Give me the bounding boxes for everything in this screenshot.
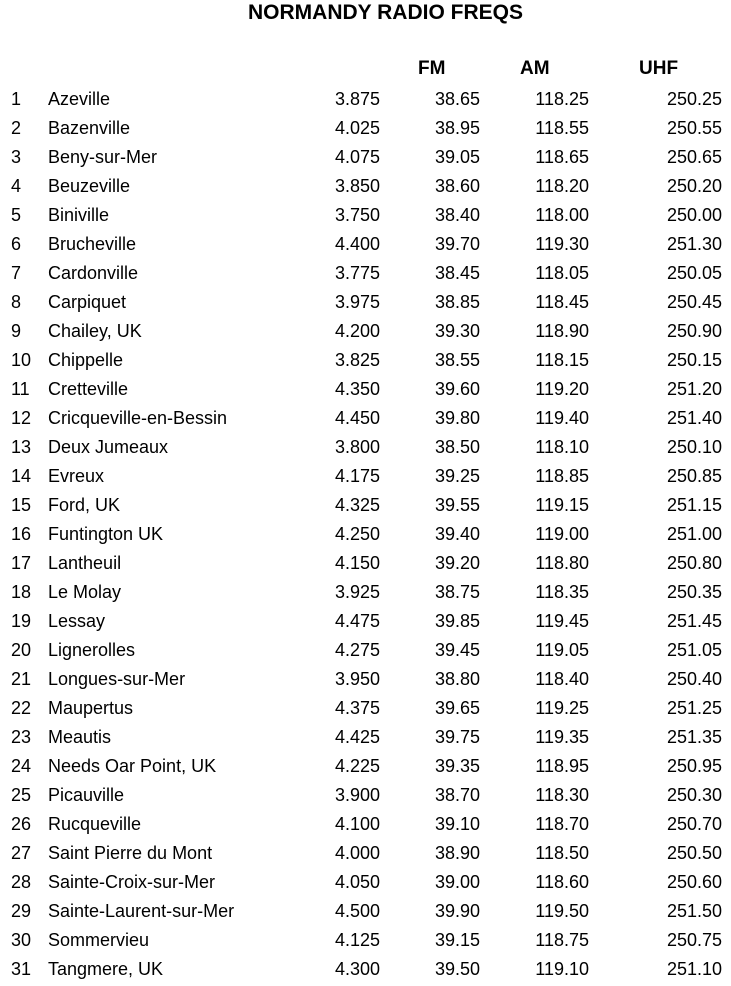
location-name: Sainte-Laurent-sur-Mer xyxy=(48,901,235,921)
table-row xyxy=(0,521,731,550)
location-name: Chailey, UK xyxy=(48,321,142,341)
freq-fm: 39.00 xyxy=(434,872,480,892)
freq-am: 119.25 xyxy=(535,698,589,718)
freq-uhf: 250.65 xyxy=(666,147,722,167)
location-name: Picauville xyxy=(48,785,125,805)
location-name: Biniville xyxy=(48,205,110,225)
freq-fm: 39.15 xyxy=(434,930,480,950)
freq-fm: 38.90 xyxy=(434,843,480,863)
location-name: Meautis xyxy=(48,727,112,747)
freq-uhf: 250.95 xyxy=(666,756,722,776)
location-name: Cretteville xyxy=(48,379,129,399)
table-row xyxy=(0,86,731,115)
location-name: Azeville xyxy=(48,89,111,109)
table-row xyxy=(0,898,731,927)
freq-1: 4.450 xyxy=(334,408,380,428)
row-number: 26 xyxy=(11,814,32,834)
location-name: Beuzeville xyxy=(48,176,131,196)
row-number: 20 xyxy=(11,640,32,660)
table-row xyxy=(0,927,731,956)
row-number: 2 xyxy=(11,118,22,138)
freq-1: 4.425 xyxy=(334,727,380,747)
freq-uhf: 251.00 xyxy=(666,524,722,544)
freq-uhf: 251.45 xyxy=(666,611,722,631)
row-number: 29 xyxy=(11,901,32,921)
freq-1: 4.250 xyxy=(334,524,380,544)
row-number: 12 xyxy=(11,408,32,428)
freq-1: 4.200 xyxy=(334,321,380,341)
row-number: 30 xyxy=(11,930,32,950)
freq-fm: 39.70 xyxy=(434,234,480,254)
table-row xyxy=(0,318,731,347)
freq-uhf: 250.85 xyxy=(666,466,722,486)
location-name: Bazenville xyxy=(48,118,131,138)
location-name: Cardonville xyxy=(48,263,139,283)
freq-am: 118.10 xyxy=(535,437,589,457)
freq-uhf: 250.05 xyxy=(666,263,722,283)
freq-am: 119.50 xyxy=(535,901,589,921)
location-name: Tangmere, UK xyxy=(48,959,164,979)
freq-1: 4.325 xyxy=(334,495,380,515)
freq-1: 4.025 xyxy=(334,118,380,138)
freq-fm: 39.10 xyxy=(434,814,480,834)
location-name: Ford, UK xyxy=(48,495,121,515)
location-name: Needs Oar Point, UK xyxy=(48,756,217,776)
row-number: 14 xyxy=(11,466,32,486)
freq-uhf: 251.40 xyxy=(666,408,722,428)
freq-fm: 39.50 xyxy=(434,959,480,979)
freq-fm: 39.35 xyxy=(434,756,480,776)
freq-fm: 39.90 xyxy=(434,901,480,921)
freq-am: 119.30 xyxy=(535,234,589,254)
freq-am: 118.40 xyxy=(535,669,589,689)
row-number: 17 xyxy=(11,553,32,573)
freq-1: 3.925 xyxy=(334,582,380,602)
freq-1: 3.975 xyxy=(334,292,380,312)
freq-am: 118.95 xyxy=(535,756,589,776)
location-name: Longues-sur-Mer xyxy=(48,669,186,689)
freq-1: 3.850 xyxy=(334,176,380,196)
freq-am: 119.20 xyxy=(535,379,589,399)
location-name: Beny-sur-Mer xyxy=(48,147,158,167)
table-row xyxy=(0,840,731,869)
location-name: Le Molay xyxy=(48,582,122,602)
freq-1: 3.825 xyxy=(334,350,380,370)
table-row xyxy=(0,782,731,811)
table-row xyxy=(0,173,731,202)
table-row xyxy=(0,144,731,173)
freq-am: 118.65 xyxy=(535,147,589,167)
freq-uhf: 250.35 xyxy=(666,582,722,602)
freq-fm: 38.45 xyxy=(434,263,480,283)
freq-fm: 39.40 xyxy=(434,524,480,544)
freq-uhf: 250.60 xyxy=(666,872,722,892)
location-name: Funtington UK xyxy=(48,524,164,544)
freq-1: 4.475 xyxy=(334,611,380,631)
row-number: 3 xyxy=(11,147,22,167)
freq-fm: 39.65 xyxy=(434,698,480,718)
location-name: Saint Pierre du Mont xyxy=(48,843,213,863)
table-row xyxy=(0,724,731,753)
freq-am: 119.35 xyxy=(535,727,589,747)
freq-1: 4.225 xyxy=(334,756,380,776)
freq-uhf: 250.90 xyxy=(666,321,722,341)
location-name: Sommervieu xyxy=(48,930,150,950)
freq-1: 4.300 xyxy=(334,959,380,979)
freq-1: 3.875 xyxy=(334,89,380,109)
freq-am: 119.40 xyxy=(535,408,589,428)
freq-am: 119.05 xyxy=(535,640,589,660)
freq-fm: 39.85 xyxy=(434,611,480,631)
table-row xyxy=(0,608,731,637)
freq-uhf: 250.30 xyxy=(666,785,722,805)
freq-uhf: 250.80 xyxy=(666,553,722,573)
table-row xyxy=(0,637,731,666)
location-name: Brucheville xyxy=(48,234,137,254)
table-row xyxy=(0,869,731,898)
row-number: 19 xyxy=(11,611,32,631)
header-fm: FM xyxy=(418,58,446,79)
freq-1: 4.275 xyxy=(334,640,380,660)
freq-fm: 39.20 xyxy=(434,553,480,573)
freq-fm: 39.60 xyxy=(434,379,480,399)
freq-1: 4.100 xyxy=(334,814,380,834)
freq-uhf: 250.00 xyxy=(666,205,722,225)
freq-am: 119.45 xyxy=(535,611,589,631)
freq-fm: 38.85 xyxy=(434,292,480,312)
freq-fm: 39.80 xyxy=(434,408,480,428)
freq-fm: 38.95 xyxy=(434,118,480,138)
freq-1: 4.050 xyxy=(334,872,380,892)
freq-1: 4.175 xyxy=(334,466,380,486)
freq-am: 118.20 xyxy=(535,176,589,196)
table-row xyxy=(0,376,731,405)
table-row xyxy=(0,753,731,782)
freq-uhf: 250.70 xyxy=(666,814,722,834)
freq-uhf: 250.20 xyxy=(666,176,722,196)
freq-am: 118.00 xyxy=(535,205,589,225)
freq-am: 118.60 xyxy=(535,872,589,892)
table-row xyxy=(0,115,731,144)
table-row xyxy=(0,202,731,231)
row-number: 8 xyxy=(11,292,22,312)
freq-uhf: 251.20 xyxy=(666,379,722,399)
table-row xyxy=(0,811,731,840)
freq-uhf: 250.45 xyxy=(666,292,722,312)
header-am: AM xyxy=(520,58,550,79)
freq-am: 118.85 xyxy=(535,466,589,486)
freq-uhf: 251.35 xyxy=(666,727,722,747)
row-number: 24 xyxy=(11,756,32,776)
freq-1: 3.950 xyxy=(334,669,380,689)
row-number: 11 xyxy=(11,379,30,399)
row-number: 6 xyxy=(11,234,22,254)
freq-fm: 38.50 xyxy=(434,437,480,457)
location-name: Evreux xyxy=(48,466,105,486)
freq-am: 118.55 xyxy=(535,118,589,138)
freq-1: 4.500 xyxy=(334,901,380,921)
freq-fm: 38.40 xyxy=(434,205,480,225)
table-row xyxy=(0,579,731,608)
table-row xyxy=(0,289,731,318)
freq-1: 3.800 xyxy=(334,437,380,457)
freq-fm: 38.65 xyxy=(434,89,480,109)
row-number: 21 xyxy=(11,669,32,689)
row-number: 16 xyxy=(11,524,32,544)
freq-uhf: 250.75 xyxy=(666,930,722,950)
freq-1: 4.125 xyxy=(334,930,380,950)
frequency-table xyxy=(0,86,731,985)
freq-1: 4.350 xyxy=(334,379,380,399)
freq-am: 118.45 xyxy=(535,292,589,312)
freq-uhf: 251.10 xyxy=(666,959,722,979)
table-row xyxy=(0,405,731,434)
row-number: 9 xyxy=(11,321,22,341)
location-name: Lignerolles xyxy=(48,640,136,660)
freq-am: 118.25 xyxy=(535,89,589,109)
table-row xyxy=(0,434,731,463)
table-row xyxy=(0,260,731,289)
row-number: 25 xyxy=(11,785,32,805)
freq-fm: 39.05 xyxy=(434,147,480,167)
row-number: 5 xyxy=(11,205,22,225)
row-number: 22 xyxy=(11,698,32,718)
freq-1: 3.750 xyxy=(334,205,380,225)
freq-1: 3.775 xyxy=(334,263,380,283)
freq-uhf: 250.40 xyxy=(666,669,722,689)
freq-fm: 39.75 xyxy=(434,727,480,747)
location-name: Rucqueville xyxy=(48,814,142,834)
table-row xyxy=(0,231,731,260)
freq-fm: 38.60 xyxy=(434,176,480,196)
freq-fm: 38.70 xyxy=(434,785,480,805)
location-name: Carpiquet xyxy=(48,292,127,312)
freq-am: 118.90 xyxy=(535,321,589,341)
freq-am: 118.50 xyxy=(535,843,589,863)
freq-am: 118.70 xyxy=(535,814,589,834)
freq-uhf: 250.10 xyxy=(666,437,722,457)
freq-am: 118.05 xyxy=(535,263,589,283)
location-name: Chippelle xyxy=(48,350,124,370)
freq-fm: 39.45 xyxy=(434,640,480,660)
row-number: 10 xyxy=(11,350,32,370)
table-row xyxy=(0,666,731,695)
table-row xyxy=(0,695,731,724)
freq-uhf: 250.25 xyxy=(666,89,722,109)
header-uhf: UHF xyxy=(639,58,679,79)
freq-uhf: 251.15 xyxy=(666,495,722,515)
freq-am: 118.75 xyxy=(535,930,589,950)
row-number: 18 xyxy=(11,582,32,602)
table-row xyxy=(0,956,731,985)
freq-1: 4.400 xyxy=(334,234,380,254)
row-number: 13 xyxy=(11,437,32,457)
freq-1: 4.375 xyxy=(334,698,380,718)
freq-am: 119.00 xyxy=(535,524,589,544)
location-name: Deux Jumeaux xyxy=(48,437,169,457)
table-row xyxy=(0,463,731,492)
freq-uhf: 250.55 xyxy=(666,118,722,138)
table-row xyxy=(0,550,731,579)
row-number: 31 xyxy=(11,959,32,979)
location-name: Cricqueville-en-Bessin xyxy=(48,408,228,428)
freq-fm: 39.25 xyxy=(434,466,480,486)
row-number: 15 xyxy=(11,495,32,515)
freq-uhf: 251.50 xyxy=(666,901,722,921)
freq-fm: 38.75 xyxy=(434,582,480,602)
freq-am: 118.30 xyxy=(535,785,589,805)
freq-fm: 39.55 xyxy=(434,495,480,515)
freq-am: 118.35 xyxy=(535,582,589,602)
freq-uhf: 250.15 xyxy=(666,350,722,370)
freq-am: 119.15 xyxy=(535,495,589,515)
row-number: 27 xyxy=(11,843,32,863)
location-name: Lessay xyxy=(48,611,106,631)
freq-1: 4.150 xyxy=(334,553,380,573)
freq-1: 4.075 xyxy=(334,147,380,167)
row-number: 4 xyxy=(11,176,22,196)
freq-am: 118.15 xyxy=(535,350,589,370)
table-row xyxy=(0,347,731,376)
freq-1: 3.900 xyxy=(334,785,380,805)
freq-uhf: 250.50 xyxy=(666,843,722,863)
location-name: Maupertus xyxy=(48,698,134,718)
location-name: Lantheuil xyxy=(48,553,122,573)
freq-fm: 38.80 xyxy=(434,669,480,689)
freq-uhf: 251.30 xyxy=(666,234,722,254)
freq-fm: 38.55 xyxy=(434,350,480,370)
freq-uhf: 251.25 xyxy=(666,698,722,718)
freq-am: 118.80 xyxy=(535,553,589,573)
row-number: 23 xyxy=(11,727,32,747)
table-row xyxy=(0,492,731,521)
location-name: Sainte-Croix-sur-Mer xyxy=(48,872,216,892)
row-number: 7 xyxy=(11,263,22,283)
row-number: 28 xyxy=(11,872,32,892)
freq-fm: 39.30 xyxy=(434,321,480,341)
page-title: NORMANDY RADIO FREQS xyxy=(248,1,523,24)
column-headers xyxy=(0,58,731,84)
freq-1: 4.000 xyxy=(334,843,380,863)
row-number: 1 xyxy=(11,89,22,109)
freq-am: 119.10 xyxy=(535,959,589,979)
freq-uhf: 251.05 xyxy=(666,640,722,660)
